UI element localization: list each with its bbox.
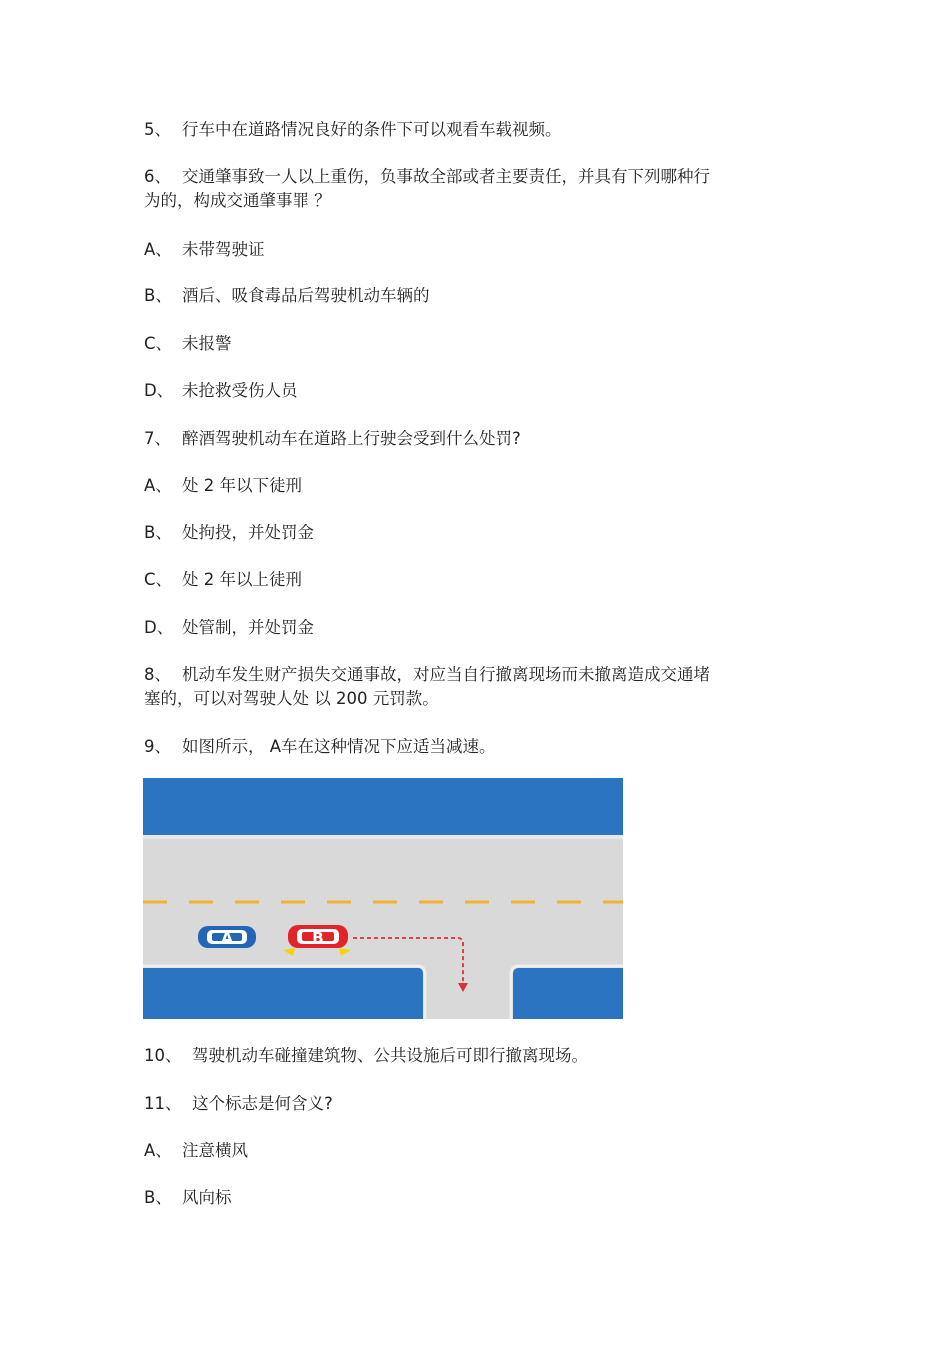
q5 (144, 117, 764, 142)
car-b-label: B (312, 929, 324, 947)
q6-option-a (144, 237, 764, 262)
q7-text: 醉酒驾驶机动车在道路上行驶会受到什么处罚? (182, 429, 521, 448)
option-letter: D、 (144, 618, 174, 637)
bottom-right-sidewalk (513, 968, 623, 1019)
option-letter: B、 (144, 1188, 172, 1207)
option-letter: A、 (144, 1141, 172, 1160)
car-a (198, 926, 256, 948)
q8-number: 8、 (144, 665, 171, 684)
option-text: 处 2 年以下徒刑 (182, 476, 302, 495)
q7-number: 7、 (144, 429, 171, 448)
option-text: 风向标 (182, 1188, 232, 1207)
option-letter: C、 (144, 570, 173, 589)
q9-number: 9、 (144, 737, 171, 756)
option-text: 处 2 年以上徒刑 (182, 570, 302, 589)
q9 (144, 734, 764, 759)
q8-continuation: 塞的，可以对驾驶人处 以 200 元罚款。 (144, 689, 439, 708)
option-text: 处管制，并处罚金 (182, 618, 314, 637)
road-diagram (143, 778, 623, 1019)
q10 (144, 1043, 764, 1068)
q8 (144, 662, 764, 687)
option-text: 未报警 (182, 334, 232, 353)
q6-option-b (144, 283, 764, 308)
option-text: 未抢救受伤人员 (182, 381, 298, 400)
option-text: 注意横风 (182, 1141, 248, 1160)
option-letter: B、 (144, 523, 172, 542)
q6-number: 6、 (144, 167, 171, 186)
top-sidewalk (143, 778, 623, 835)
q11-text: 这个标志是何含义? (192, 1094, 333, 1113)
option-letter: B、 (144, 286, 172, 305)
q6 (144, 164, 764, 189)
q5-text: 行车中在道路情况良好的条件下可以观看车载视频。 (182, 120, 562, 139)
option-letter: A、 (144, 240, 172, 259)
option-text: 未带驾驶证 (182, 240, 265, 259)
top-curb (143, 835, 623, 839)
option-text: 酒后、吸食毒品后驾驶机动车辆的 (182, 286, 430, 305)
q7 (144, 426, 764, 451)
q7-option-d (144, 615, 764, 640)
option-text: 处拘投，并处罚金 (182, 523, 314, 542)
q7-option-b (144, 520, 764, 545)
q6-continuation: 为的，构成交通肇事罪 ？ (144, 191, 331, 210)
q5-number: 5、 (144, 120, 171, 139)
q11 (144, 1091, 764, 1116)
q6-text: 交通肇事致一人以上重伤，负事故全部或者主要责任，并具有下列哪种行 (182, 167, 710, 186)
option-letter: A、 (144, 476, 172, 495)
q6-option-d (144, 378, 764, 403)
bottom-left-sidewalk (143, 968, 423, 1019)
option-letter: D、 (144, 381, 174, 400)
q7-option-a (144, 473, 764, 498)
q11-number: 11、 (144, 1094, 182, 1113)
q10-number: 10、 (144, 1046, 182, 1065)
q11-option-b (144, 1185, 764, 1210)
option-letter: C、 (144, 334, 173, 353)
q11-option-a (144, 1138, 764, 1163)
q7-option-c (144, 567, 764, 592)
car-a-label: A (221, 929, 233, 947)
q10-text: 驾驶机动车碰撞建筑物、公共设施后可即行撤离现场。 (192, 1046, 588, 1065)
q8-text: 机动车发生财产损失交通事故，对应当自行撤离现场而未撤离造成交通堵 (182, 665, 710, 684)
q6-option-c (144, 331, 764, 356)
q9-text: 如图所示， A车在这种情况下应适当减速。 (182, 737, 496, 756)
